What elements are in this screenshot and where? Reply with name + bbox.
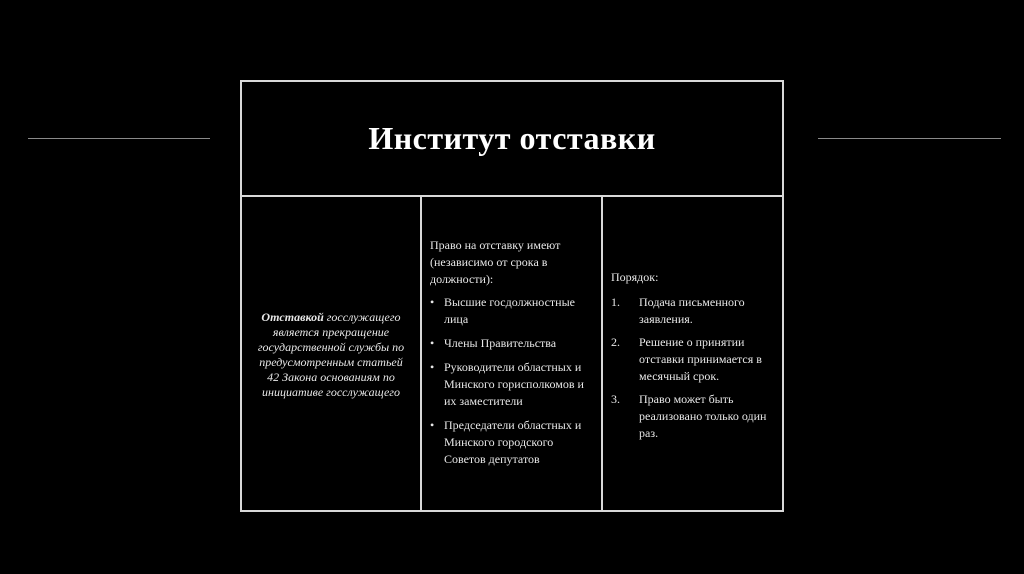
definition-text bbox=[254, 310, 408, 400]
rights-list bbox=[430, 294, 595, 468]
definition-body: госслужащего является прекращение государственной службы по предусмотренным статьей 42 Закона основаниям по инициативе госслужащего bbox=[257, 309, 405, 399]
slide-title: Институт отставки bbox=[368, 120, 656, 156]
step-text: Решение о принятии отставки принимается в месячный срок. bbox=[639, 335, 762, 383]
list-item bbox=[611, 294, 776, 328]
step-text: Право может быть реализовано только один раз. bbox=[639, 392, 767, 440]
procedure-heading: Порядок: bbox=[611, 270, 659, 284]
list-item bbox=[611, 334, 776, 385]
definition-term: Отставкой bbox=[261, 309, 324, 324]
bullet-icon: • bbox=[430, 295, 435, 309]
bullet-icon: • bbox=[430, 360, 435, 374]
procedure-cell bbox=[603, 197, 782, 512]
definition-cell bbox=[242, 197, 422, 512]
list-item: • Руководители областных и Минского горисполкомов и их заместители bbox=[430, 360, 584, 408]
bullet-icon: • bbox=[430, 336, 435, 350]
rights-cell bbox=[422, 197, 603, 512]
list-item bbox=[611, 391, 776, 442]
step-text: Подача письменного заявления. bbox=[639, 295, 745, 326]
step-number: 3. bbox=[611, 392, 620, 406]
bullet-icon: • bbox=[430, 418, 435, 432]
decorative-line-right bbox=[818, 138, 1001, 139]
step-number: 1. bbox=[611, 295, 620, 309]
title-row bbox=[242, 82, 782, 197]
rights-intro: Право на отставку имеют (независимо от срока в должности): bbox=[430, 238, 561, 286]
decorative-line-left bbox=[28, 138, 210, 139]
step-number: 2. bbox=[611, 335, 620, 349]
procedure-steps bbox=[611, 294, 776, 442]
list-item: • Высшие госдолжностные лица bbox=[430, 295, 575, 326]
list-item: • Члены Правительства bbox=[430, 336, 557, 350]
content-table bbox=[240, 80, 784, 512]
list-item: • Председатели областных и Минского городского Советов депутатов bbox=[430, 418, 582, 466]
